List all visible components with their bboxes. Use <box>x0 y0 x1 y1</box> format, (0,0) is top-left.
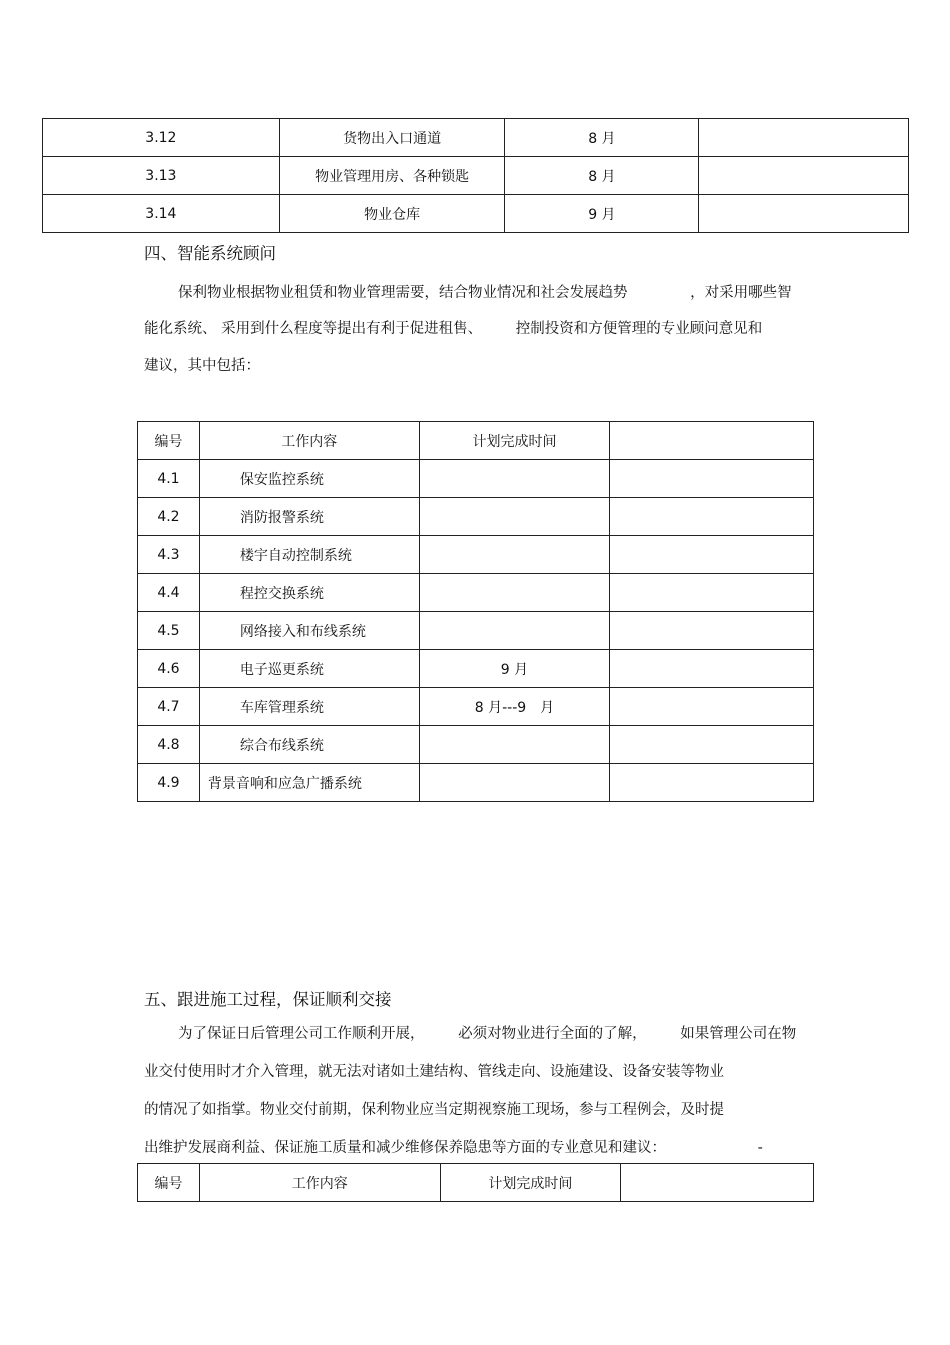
table-row <box>138 536 814 574</box>
row-note <box>610 574 814 612</box>
row-note <box>610 498 814 536</box>
row-note <box>610 764 814 802</box>
header-content: 工作内容 <box>199 422 419 460</box>
row-number: 4.7 <box>138 688 200 726</box>
row-number: 4.1 <box>138 460 200 498</box>
table-row <box>43 157 909 195</box>
section5-para-line: 出维护发展商利益、保证施工质量和减少维修保养隐患等方面的专业意见和建议： - <box>144 1140 763 1156</box>
section5-para-line: 业交付使用时才介入管理，就无法对诸如土建结构、管线走向、设施建设、设备安装等物业 <box>144 1064 724 1080</box>
row-content: 背景音响和应急广播系统 <box>199 764 419 802</box>
row-note <box>610 536 814 574</box>
row-content: 物业仓库 <box>279 195 505 233</box>
row-time: 8 月 <box>505 119 699 157</box>
row-time: 9 月 <box>505 195 699 233</box>
table-row <box>138 460 814 498</box>
row-content: 楼宇自动控制系统 <box>199 536 419 574</box>
row-time: 8 月 <box>505 157 699 195</box>
row-number: 4.2 <box>138 498 200 536</box>
row-number: 4.5 <box>138 612 200 650</box>
row-number: 4.4 <box>138 574 200 612</box>
table-row <box>138 726 814 764</box>
table-section4 <box>137 421 814 802</box>
row-note <box>610 612 814 650</box>
header-time: 计划完成时间 <box>440 1164 621 1202</box>
header-content: 工作内容 <box>199 1164 440 1202</box>
table-section5 <box>137 1163 814 1202</box>
row-time <box>419 726 610 764</box>
row-time <box>419 498 610 536</box>
section4-title: 四、智能系统顾问 <box>144 244 276 263</box>
section5-para-line: 的情况了如指掌。物业交付前期，保利物业应当定期视察施工现场，参与工程例会，及时提 <box>144 1102 724 1118</box>
section5-para-line: 为了保证日后管理公司工作顺利开展， 必须对物业进行全面的了解， 如果管理公司在物 <box>178 1026 797 1042</box>
row-content: 消防报警系统 <box>199 498 419 536</box>
section4-para-line: 建议，其中包括： <box>144 358 260 374</box>
row-note <box>610 460 814 498</box>
row-time: 8 月---9 月 <box>419 688 610 726</box>
row-number: 4.3 <box>138 536 200 574</box>
header-note <box>621 1164 814 1202</box>
row-note <box>699 119 909 157</box>
row-time <box>419 574 610 612</box>
row-content: 保安监控系统 <box>199 460 419 498</box>
row-content: 网络接入和布线系统 <box>199 612 419 650</box>
row-content: 物业管理用房、各种锁匙 <box>279 157 505 195</box>
row-number: 4.9 <box>138 764 200 802</box>
table-row <box>138 574 814 612</box>
header-number: 编号 <box>138 422 200 460</box>
row-note <box>610 688 814 726</box>
table-section3 <box>42 118 909 233</box>
section4-para-line: 保利物业根据物业租赁和物业管理需要，结合物业情况和社会发展趋势 ，对采用哪些智 <box>178 285 792 301</box>
row-note <box>699 195 909 233</box>
header-note <box>610 422 814 460</box>
table-row <box>138 498 814 536</box>
row-time <box>419 460 610 498</box>
row-number: 4.6 <box>138 650 200 688</box>
row-content: 电子巡更系统 <box>199 650 419 688</box>
row-time: 9 月 <box>419 650 610 688</box>
table-row <box>138 688 814 726</box>
table-row <box>138 612 814 650</box>
row-content: 程控交换系统 <box>199 574 419 612</box>
header-time: 计划完成时间 <box>419 422 610 460</box>
row-content: 货物出入口通道 <box>279 119 505 157</box>
table-row <box>43 119 909 157</box>
row-number: 3.14 <box>43 195 280 233</box>
row-time <box>419 764 610 802</box>
row-note <box>610 650 814 688</box>
row-time <box>419 536 610 574</box>
table-row <box>138 650 814 688</box>
row-content: 车库管理系统 <box>199 688 419 726</box>
section5-title: 五、跟进施工过程，保证顺利交接 <box>144 990 392 1009</box>
header-number: 编号 <box>138 1164 200 1202</box>
row-time <box>419 612 610 650</box>
row-content: 综合布线系统 <box>199 726 419 764</box>
row-number: 3.12 <box>43 119 280 157</box>
row-number: 4.8 <box>138 726 200 764</box>
table-row <box>43 195 909 233</box>
section4-para-line: 能化系统、 采用到什么程度等提出有利于促进租售、 控制投资和方便管理的专业顾问意见和 <box>144 321 763 337</box>
table-row <box>138 764 814 802</box>
table-header-row <box>138 1164 814 1202</box>
row-note <box>610 726 814 764</box>
table-header-row <box>138 422 814 460</box>
row-number: 3.13 <box>43 157 280 195</box>
row-note <box>699 157 909 195</box>
